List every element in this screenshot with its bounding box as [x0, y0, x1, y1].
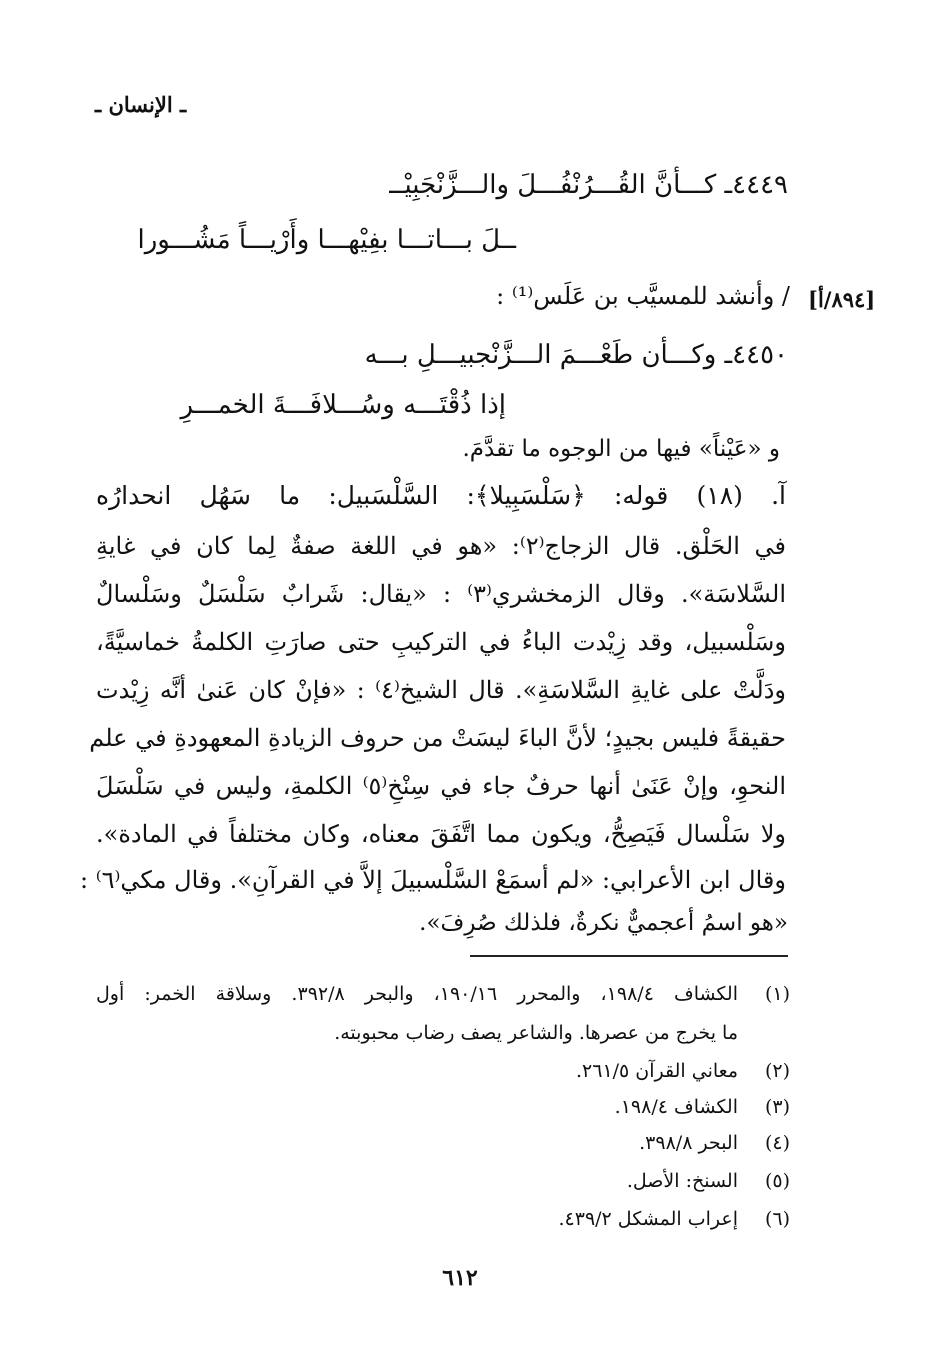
footnote-text: معاني القرآن ٢٦١/٥.: [575, 1060, 738, 1082]
body-line: حقيقةً فليس بجيدٍ؛ لأنَّ الباءَ ليسَتْ من حروف الزيادةِ المعهودةِ في علم: [89, 724, 786, 752]
margin-folio-reference: [٨٩٤/أ]: [808, 287, 876, 312]
footnote-number: (٢): [764, 1060, 790, 1082]
verse-4449-second-hemistich: ــلَ بـــاتـــا بفِيْهـــا وأَرْيـــاً مَشُـــورا: [137, 225, 516, 255]
footnote-text: البحر ٣٩٨/٨.: [639, 1132, 738, 1154]
body-line: السَّلاسَة». وقال الزمخشري⁽٣⁾ : «يقال: شَرابٌ سَلْسَلٌ وسَلْسالٌ: [96, 580, 786, 608]
page-number: ٦١٢: [442, 1265, 478, 1291]
body-line: النحوِ، وإنْ عَنَىٰ أنها حرفٌ جاء في سِنْخِ⁽٥⁾ الكلمةِ، وليس في سَلْسَلَ: [96, 772, 786, 800]
footnote-text: السنخ: الأصل.: [626, 1170, 738, 1192]
footnote-number: (٤): [764, 1132, 790, 1154]
footnote-number: (٦): [764, 1208, 790, 1230]
verse-intro-line: / وأنشد للمسيَّب بن عَلَس⁽¹⁾ :: [496, 282, 790, 310]
body-line: ولا سَلْسال فَيَصِحُّ، ويكون مما اتَّفَقَ معناه، وكان مختلفاً في المادة».: [96, 820, 786, 848]
body-line: في الحَلْق. قال الزجاج⁽٢⁾: «هو في اللغة صفةٌ لِما كان في غايةِ: [96, 532, 787, 560]
footnote-number: (٥): [764, 1170, 790, 1192]
verse-4450-first-hemistich: ٤٤٥٠ـ وكـــأن طَعْـــمَ الـــزَّنْجبيـــلِ بـــه: [364, 340, 788, 370]
footnote-text: الكشاف ١٩٨/٤.: [614, 1096, 738, 1118]
footnote-text: إعراب المشكل ٤٣٩/٢.: [558, 1208, 738, 1230]
running-header: ـ الإنسان ـ: [95, 92, 187, 117]
footnote-number: (١): [764, 983, 790, 1005]
body-line: ودَلَّتْ على غايةِ السَّلاسَةِ». قال الشيخ⁽٤⁾ : «فإنْ كان عَنىٰ أنَّه زِيْدت: [96, 676, 786, 704]
verse-4450-second-hemistich: إذا ذُقْتَـــه وسُـــلافَـــةَ الخمـــرِ: [180, 390, 506, 420]
body-line-last: «هو اسمُ أعجميٌّ نكرةٌ، فلذلك صُرِفَ».: [419, 910, 788, 936]
footnote-separator: [470, 955, 788, 957]
verse-4449-first-hemistich: ٤٤٤٩ـ كـــأنَّ القُـــرُنْفُـــلَ والـــزَّنْجَبِيْــ: [389, 170, 788, 200]
body-line: وسَلْسبيل، وقد زِيْدت الباءُ في التركيبِ حتى صارَتِ الكلمةُ خماسيَّةً،: [96, 628, 786, 656]
footnote-text: الكشاف ١٩٨/٤، والمحرر ١٩٠/١٦، والبحر ٣٩٢/٨. وسلاقة الخمر: أول: [96, 983, 738, 1005]
body-line: آ. (١٨) قوله: ﴿سَلْسَبِيلا﴾: السَّلْسَبيل: ما سَهُل انحدارُه: [96, 481, 786, 510]
footnote-number: (٣): [764, 1096, 790, 1118]
body-line: وقال ابن الأعرابي: «لم أسمَعْ السَّلْسبيلَ إلاَّ في القرآنِ». وقال مكي⁽٦⁾ :: [80, 866, 786, 894]
body-line-intro: و «عَيْناً» فيها من الوجوه ما تقدَّمَ.: [462, 436, 780, 462]
footnote-text-continued: ما يخرج من عصرها. والشاعر يصف رضاب محبوبته.: [334, 1022, 738, 1044]
